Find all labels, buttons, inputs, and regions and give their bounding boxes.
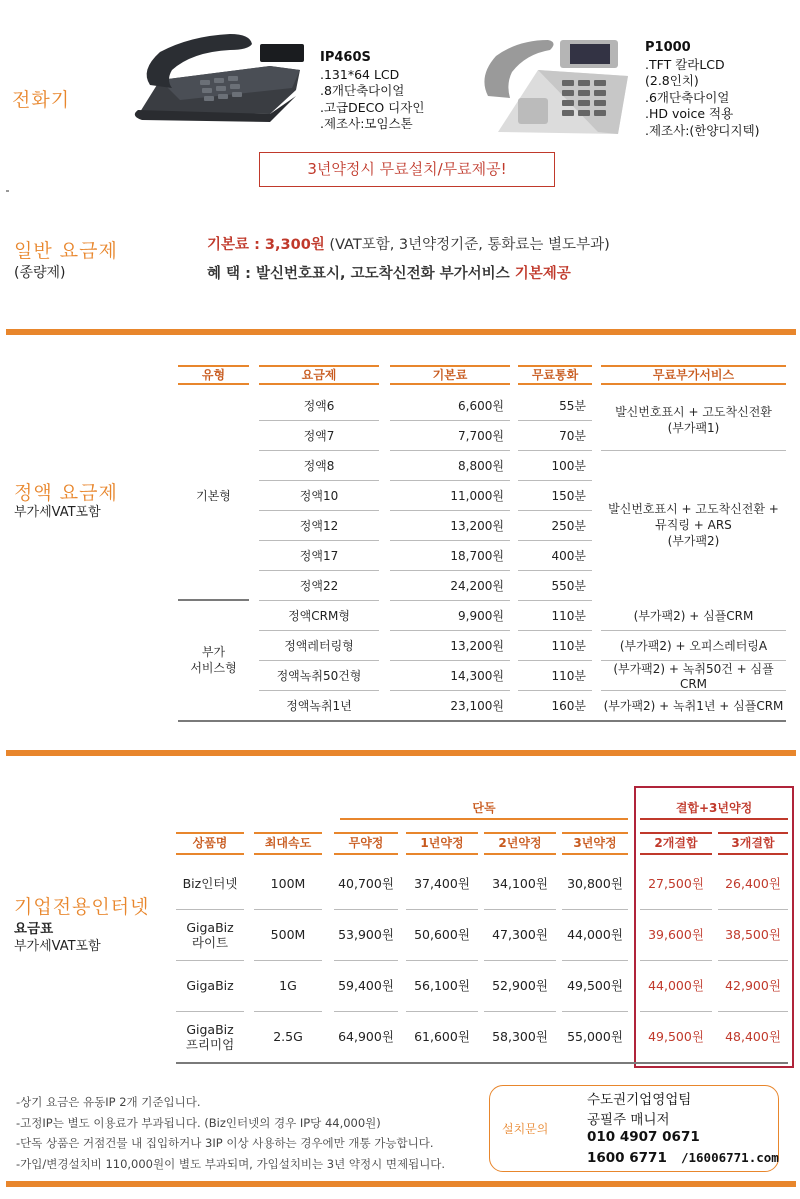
product-name: GigaBiz xyxy=(186,978,234,993)
internet-subtitle-rate: 요금표 xyxy=(14,921,54,937)
header-type: 유형 xyxy=(178,365,249,385)
group-bundle: 결합+3년약정 xyxy=(640,797,788,820)
plan-free-call: 70분 xyxy=(559,428,586,443)
plan-free-call: 550분 xyxy=(551,578,586,593)
plan-fee: 13,200원 xyxy=(450,518,504,533)
plan-free-call: 400분 xyxy=(551,548,586,563)
service-pack2: 발신번호표시 + 고도착신전환 + 뮤직링 + ARS (부가팩2) xyxy=(608,502,779,548)
ip460s-spec-design: .고급DECO 디자인 xyxy=(320,99,425,115)
product-price: 53,900원 xyxy=(338,927,394,942)
table-bottom-line xyxy=(178,720,786,722)
ih-bundle3: 3개결합 xyxy=(718,832,788,855)
notes xyxy=(16,1092,445,1174)
plan-free-call: 150분 xyxy=(551,488,586,503)
ip460s-spec-lcd: .131*64 LCD xyxy=(320,66,400,82)
product-speed: 2.5G xyxy=(273,1029,303,1044)
product-speed: 100M xyxy=(270,876,306,891)
group-addon: 부가 서비스형 xyxy=(190,645,237,675)
header-services: 무료부가서비스 xyxy=(601,365,786,385)
plan-name: 정액6 xyxy=(303,398,335,413)
plan-free-call: 110분 xyxy=(551,608,586,623)
service-rec50: (부가팩2) + 녹취50건 + 심플CRM xyxy=(613,661,774,691)
note-item: -가입/변경설치비 110,000원이 별도 부과되며, 가입설치비는 3년 약정시 면제됩니다. xyxy=(16,1156,446,1171)
product-name: GigaBiz 라이트 xyxy=(186,919,234,950)
ih-name: 상품명 xyxy=(176,832,244,855)
bottom-divider xyxy=(6,1181,796,1187)
plan-fee: 11,000원 xyxy=(450,488,504,503)
ip460s-spec-maker: .제조사:모임스톤 xyxy=(320,116,413,131)
p1000-spec-dial: .6개단축다이얼 xyxy=(645,89,730,105)
ih-bundle2: 2개결합 xyxy=(640,832,712,855)
p1000-spec-size: (2.8인치) xyxy=(645,73,699,88)
header-plan: 요금제 xyxy=(259,365,379,385)
product-name: GigaBiz 프리미엄 xyxy=(185,1021,235,1052)
product-price: 49,500원 xyxy=(648,1029,704,1044)
contact-number[interactable]: 1600 6771 xyxy=(587,1150,667,1166)
service-lettering: (부가팩2) + 오피스레터링A xyxy=(619,638,768,653)
product-price: 61,600원 xyxy=(414,1029,470,1044)
group-basic: 기본형 xyxy=(196,488,231,503)
product-speed: 500M xyxy=(270,927,306,942)
p1000-phone-image xyxy=(478,36,642,140)
internet-title: 기업전용인터넷 xyxy=(14,896,150,918)
plan-fee: 14,300원 xyxy=(450,668,504,683)
plan-fee: 6,600원 xyxy=(458,398,504,413)
product-price: 48,400원 xyxy=(725,1029,781,1044)
product-price: 64,900원 xyxy=(338,1029,394,1044)
plan-free-call: 110분 xyxy=(551,638,586,653)
plan-fee: 18,700원 xyxy=(450,548,504,563)
ip460s-specs xyxy=(320,50,424,133)
service-divider xyxy=(601,630,786,631)
plan-fee: 24,200원 xyxy=(450,578,504,593)
product-price: 59,400원 xyxy=(338,978,394,993)
fee-label: 기본료 : 3,300원 xyxy=(207,237,325,253)
general-plan-benefit xyxy=(207,262,571,283)
plan-name: 정액CRM형 xyxy=(288,608,350,623)
note-item: -상기 요금은 유동IP 2개 기준입니다. xyxy=(16,1095,201,1109)
service-divider xyxy=(601,690,786,691)
note-item: -고정IP는 별도 이용료가 부과됩니다. (Biz인터넷의 경우 IP당 44,000원) xyxy=(16,1115,381,1130)
product-price: 42,900원 xyxy=(725,978,781,993)
service-rec1y: (부가팩2) + 녹취1년 + 심플CRM xyxy=(603,698,784,713)
plan-free-call: 160분 xyxy=(551,698,586,713)
internet-bottom-line xyxy=(176,1062,788,1064)
ih-3y: 3년약정 xyxy=(562,832,628,855)
header-fee: 기본료 xyxy=(390,365,510,385)
service-divider xyxy=(601,450,786,451)
product-price: 34,100원 xyxy=(492,876,548,891)
plan-name: 정액레터링형 xyxy=(284,638,354,653)
product-price: 50,600원 xyxy=(414,927,470,942)
p1000-specs xyxy=(645,40,760,139)
ih-none: 무약정 xyxy=(334,832,398,855)
section-divider xyxy=(6,750,796,756)
plan-name: 정액8 xyxy=(303,458,335,473)
product-price: 56,100원 xyxy=(414,978,470,993)
plan-name: 정액7 xyxy=(303,428,335,443)
fixed-plan-subtitle: 부가세VAT포함 xyxy=(14,505,101,520)
service-pack1: 발신번호표시 + 고도착신전환 (부가팩1) xyxy=(615,405,772,435)
plan-free-call: 55분 xyxy=(559,398,586,413)
plan-free-call: 100분 xyxy=(551,458,586,473)
p1000-model: P1000 xyxy=(645,40,691,55)
phones-section-title: 전화기 xyxy=(12,89,71,111)
plan-fee: 7,700원 xyxy=(458,428,504,443)
benefit-emph: 기본제공 xyxy=(514,266,571,282)
product-price: 40,700원 xyxy=(338,876,394,891)
product-price: 47,300원 xyxy=(492,927,548,942)
p1000-spec-hd: .HD voice 적용 xyxy=(645,106,734,121)
plan-name: 정액녹취50건형 xyxy=(276,668,362,683)
contact-team: 수도권기업영업팀 xyxy=(587,1092,692,1108)
contact-box xyxy=(489,1085,779,1172)
plan-fee: 8,800원 xyxy=(458,458,504,473)
service-divider xyxy=(601,660,786,661)
ip460s-spec-dial: .8개단축다이얼 xyxy=(320,83,405,98)
product-price: 44,000원 xyxy=(648,978,704,993)
plan-fee: 9,900원 xyxy=(458,608,504,623)
ip460s-phone-image xyxy=(120,30,312,130)
ih-1y: 1년약정 xyxy=(406,832,478,855)
header-free-call: 무료통화 xyxy=(518,365,592,385)
p1000-spec-maker: .제조사:(한양디지텍) xyxy=(645,122,760,138)
product-price: 52,900원 xyxy=(492,978,548,993)
product-price: 49,500원 xyxy=(567,978,623,993)
product-name: Biz인터넷 xyxy=(182,876,238,891)
ih-2y: 2년약정 xyxy=(484,832,556,855)
p1000-spec-lcd: .TFT 칼라LCD xyxy=(645,56,725,72)
plan-free-call: 110분 xyxy=(551,668,586,683)
product-price: 58,300원 xyxy=(492,1029,548,1044)
ip460s-model: IP460S xyxy=(320,50,371,65)
ih-speed: 최대속도 xyxy=(254,832,322,855)
divider-dot xyxy=(6,190,9,192)
product-price: 44,000원 xyxy=(567,927,623,942)
plan-fee: 13,200원 xyxy=(450,638,504,653)
plan-name: 정액녹취1년 xyxy=(286,698,352,713)
plan-name: 정액12 xyxy=(299,518,339,533)
general-plan-title: 일반 요금제 xyxy=(14,240,118,262)
plan-name: 정액17 xyxy=(299,548,339,563)
product-price: 27,500원 xyxy=(648,876,704,891)
product-speed: 1G xyxy=(279,978,297,993)
general-plan-subtitle: (종량제) xyxy=(14,265,66,281)
contact-url[interactable]: /16006771.com xyxy=(680,1150,779,1165)
contact-number-line xyxy=(587,1150,779,1166)
general-plan-fee xyxy=(207,233,610,254)
product-price: 55,000원 xyxy=(567,1029,623,1044)
section-divider xyxy=(6,329,796,335)
internet-subtitle-vat: 부가세VAT포함 xyxy=(14,939,101,954)
benefit-label: 혜 택 : xyxy=(207,266,256,282)
product-price: 37,400원 xyxy=(414,876,470,891)
contact-manager: 공필주 매니저 xyxy=(587,1112,670,1128)
contact-phone[interactable]: 010 4907 0671 xyxy=(587,1129,700,1145)
plan-free-call: 250분 xyxy=(551,518,586,533)
fee-note: (VAT포함, 3년약정기준, 통화료는 별도부과) xyxy=(324,237,610,253)
product-price: 26,400원 xyxy=(725,876,781,891)
plan-name: 정액22 xyxy=(299,578,339,593)
product-price: 39,600원 xyxy=(648,927,704,942)
product-price: 38,500원 xyxy=(725,927,781,942)
contact-label: 설치문의 xyxy=(502,1122,549,1136)
fixed-plan-title: 정액 요금제 xyxy=(14,482,118,504)
service-crm: (부가팩2) + 심플CRM xyxy=(633,608,754,623)
product-price: 30,800원 xyxy=(567,876,623,891)
group-single: 단독 xyxy=(340,797,628,820)
group-divider xyxy=(178,599,249,601)
plan-fee: 23,100원 xyxy=(450,698,504,713)
promo-banner: 3년약정시 무료설치/무료제공! xyxy=(259,152,555,187)
benefit-text: 발신번호표시, 고도착신전화 부가서비스 xyxy=(255,266,515,282)
note-item: -단독 상품은 거점건물 내 집입하거나 3IP 이상 사용하는 경우에만 개통 가능합니다. xyxy=(16,1136,434,1150)
plan-name: 정액10 xyxy=(299,488,339,503)
